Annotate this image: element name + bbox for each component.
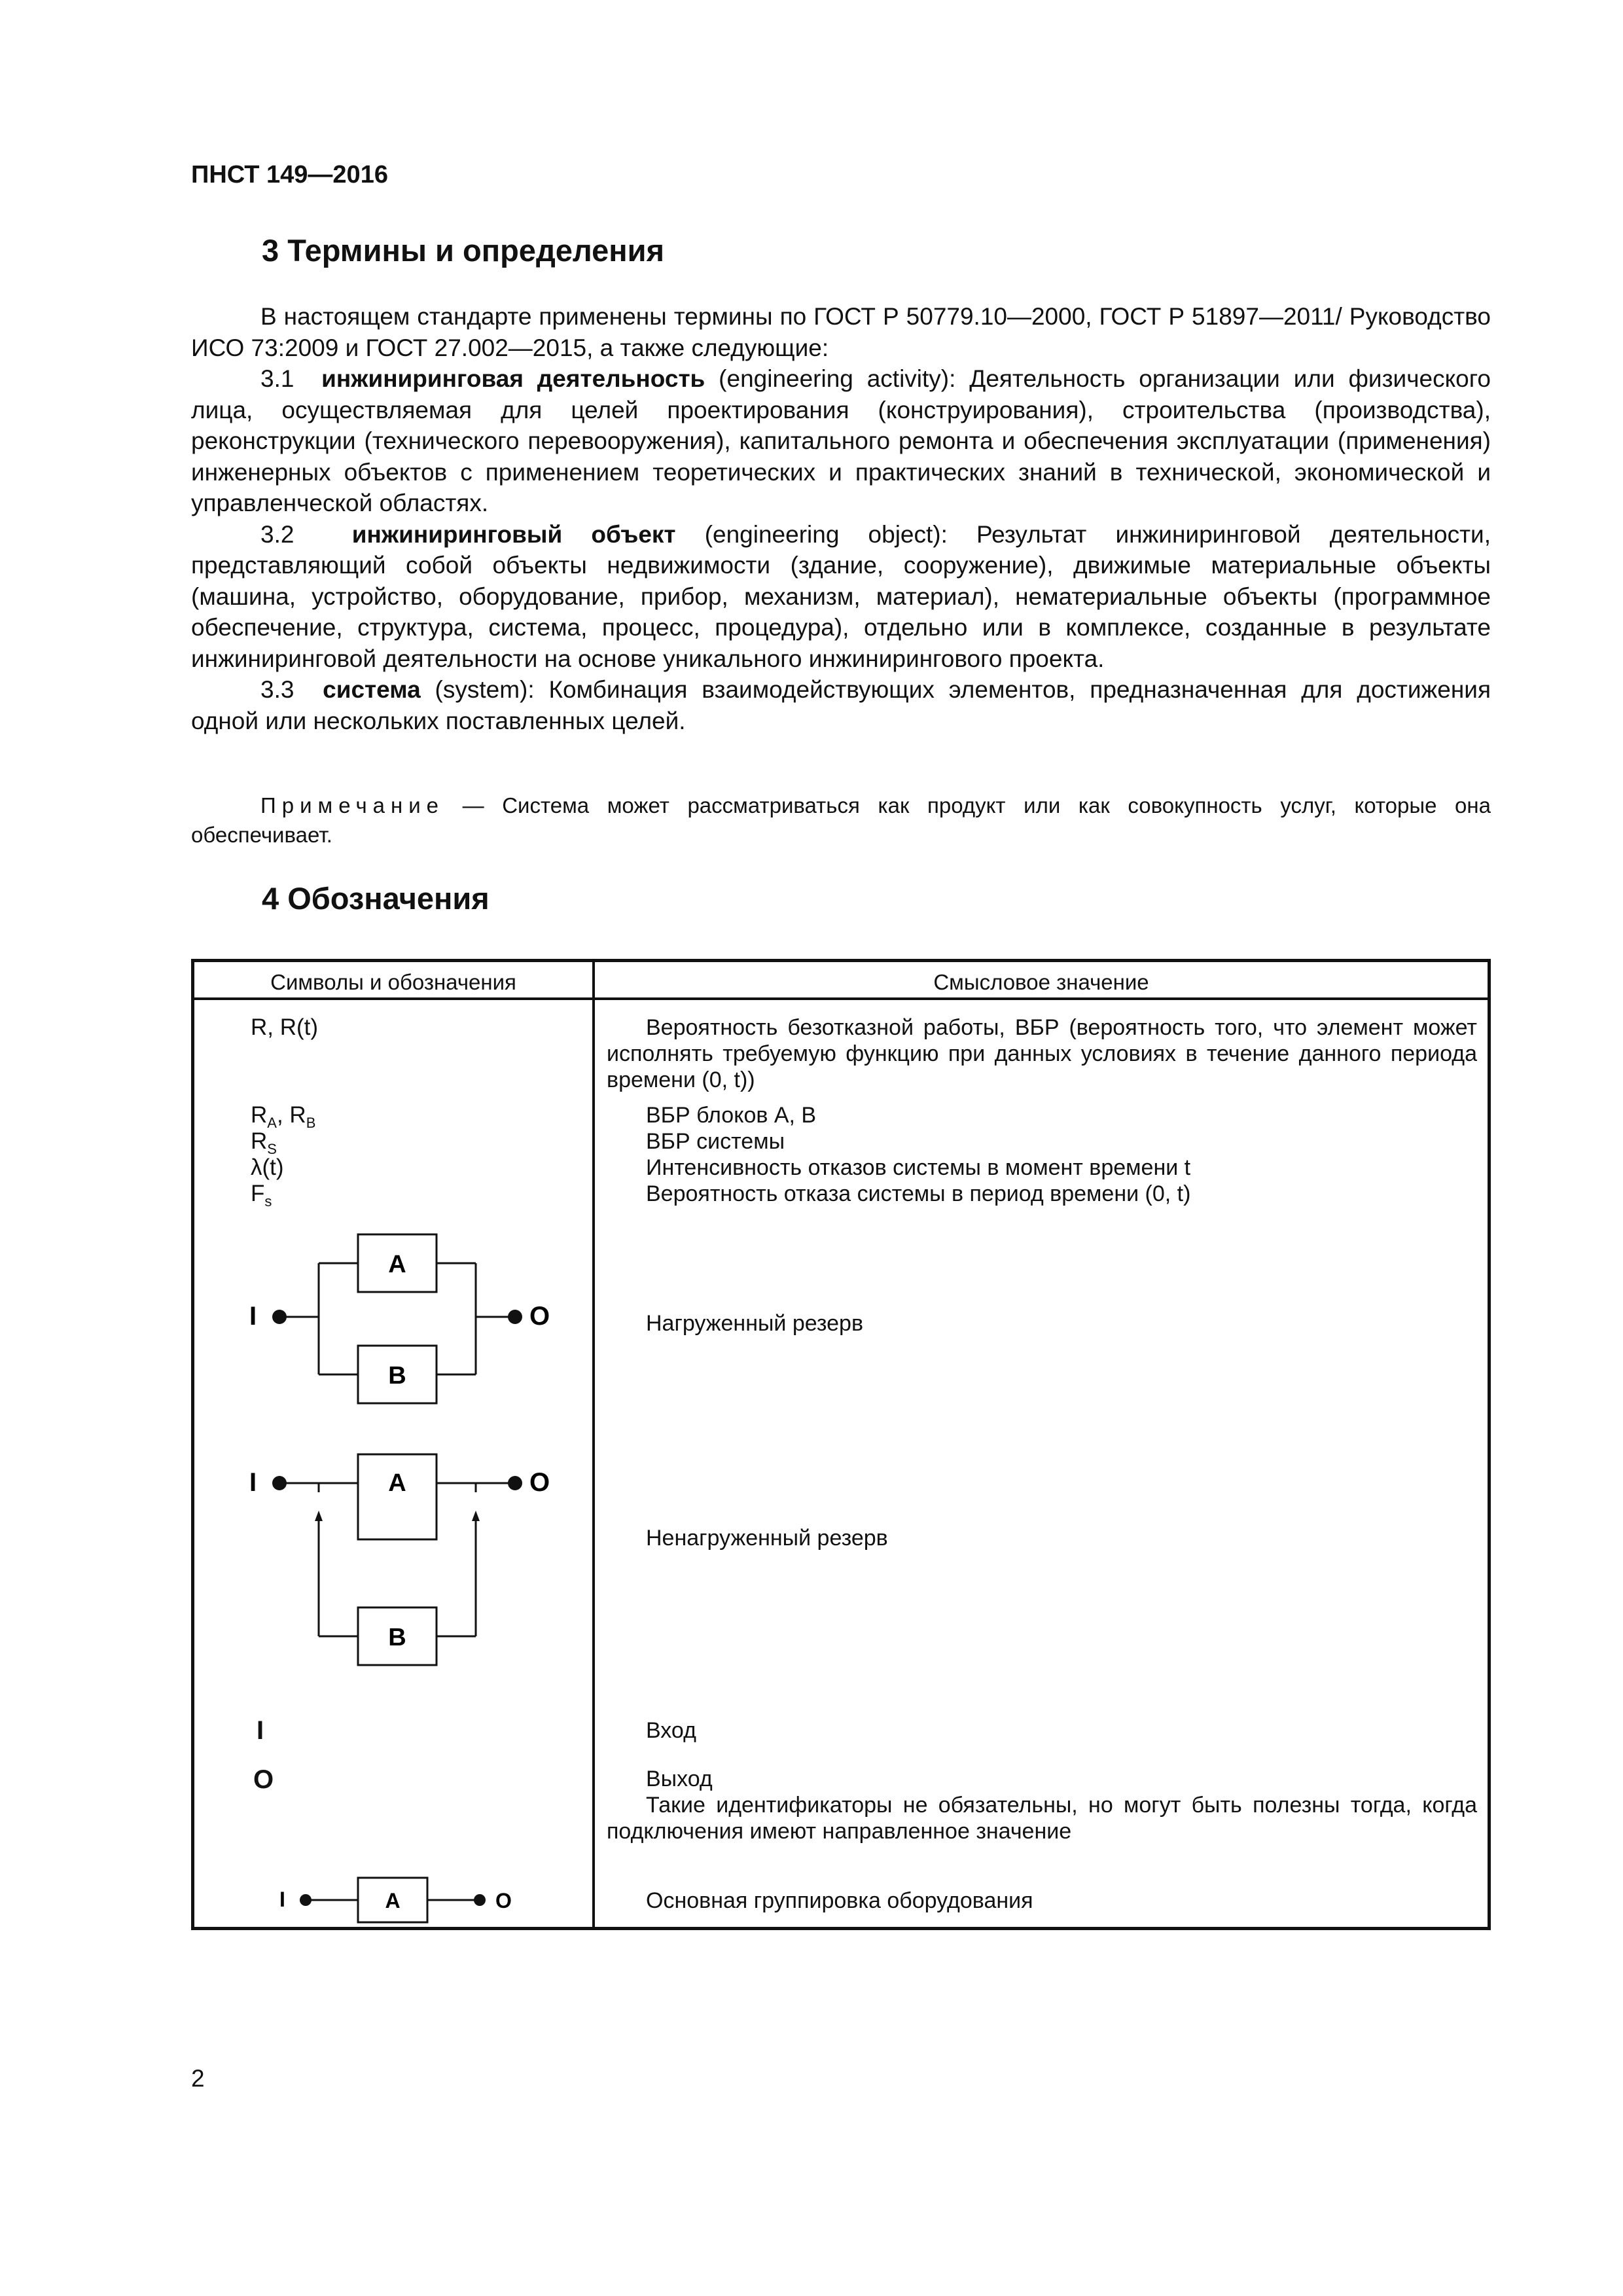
basic-grouping-diagram: [194, 1875, 587, 1928]
block-a-label: A: [385, 1889, 401, 1912]
symbol-rs: $R_S$: [251, 1128, 277, 1157]
diagram-input-label: I: [249, 1468, 257, 1497]
designations-table: [191, 959, 1491, 1930]
column-header-symbols: Символы и обозначения: [270, 970, 516, 994]
output-node: [474, 1894, 486, 1906]
diagram-output-label: O: [529, 1468, 550, 1497]
symbol-lambda: λ(t): [251, 1155, 284, 1180]
meaning-unloaded-reserve: Ненагруженный резерв: [646, 1526, 888, 1551]
symbol-ra-rb: $R_A$, $R_B$: [251, 1102, 316, 1131]
output-node: [508, 1476, 522, 1490]
diagram-output-label: O: [529, 1302, 550, 1331]
term-3-1: 3.1 инжиниринговая деятельность (engineering activity): Деятельность организации или физического лица, осуществляемая для целей проектирования (конструирования), строительства (производства), реконструкции (технического перевооружения), капитального ремонта и обеспечения эксплуатации (применения) инженерных объектов с применением теоретических и практических знаний в технической, экономической и управленческой областях.: [191, 365, 1491, 516]
loaded-reserve-diagram: [194, 1204, 587, 1453]
column-divider: [592, 962, 595, 1927]
meaning-output: Выход Такие идентификаторы не обязательны, но могут быть полезны тогда, когда подключения имеют направленное значение: [607, 1767, 1477, 1844]
note-label: Примечание: [260, 793, 445, 817]
diagram-input-label: I: [279, 1888, 285, 1911]
unloaded-reserve-diagram: [194, 1446, 587, 1702]
section-3-body: [191, 301, 1491, 736]
meaning-fs: Вероятность отказа системы в период времени (0, t): [646, 1181, 1191, 1206]
output-node: [508, 1310, 522, 1324]
meaning-lambda: Интенсивность отказов системы в момент времени t: [646, 1155, 1191, 1180]
meaning-basic-grouping: Основная группировка оборудования: [646, 1888, 1033, 1913]
arrow-up-icon: [472, 1511, 480, 1521]
note: [191, 791, 1491, 850]
block-b-label: B: [388, 1624, 406, 1651]
section-3-title: 3 Термины и определения: [262, 233, 664, 268]
meaning-r: Вероятность безотказной работы, ВБР (вероятность того, что элемент может исполнять требуемую функцию при данных условиях в течение данного периода времени (0, t)): [607, 1015, 1477, 1092]
header-divider: [194, 997, 1488, 1000]
meaning-rs: ВБР системы: [646, 1129, 785, 1154]
document-id: ПНСТ 149—2016: [191, 161, 388, 188]
page-number: 2: [191, 2065, 205, 2092]
block-b-label: B: [388, 1362, 406, 1390]
symbol-fs: $F_s$: [251, 1181, 272, 1210]
output-note: Такие идентификаторы не обязательны, но могут быть полезны тогда, когда подключения имеют направленное значение: [607, 1793, 1477, 1844]
block-a-label: A: [388, 1469, 406, 1497]
arrow-up-icon: [315, 1511, 323, 1521]
symbol-r: R, R(t): [251, 1014, 319, 1040]
block-a-label: A: [388, 1251, 406, 1278]
meaning-input: Вход: [646, 1718, 696, 1743]
term-3-2: 3.2 инжиниринговый объект (engineering object): Результат инжиниринговой деятельности, представляющий собой объекты недвижимости (здание, сооружение), движимые материальные объекты (машина, устройство, оборудование, прибор, механизм, материал), нематериальные объекты (программное обеспечение, структура, система, процесс, процедура), отдельно или в комплексе, созданные в результате инжиниринговой деятельности на основе уникального инжинирингового проекта.: [191, 520, 1491, 672]
term-3-3: 3.3 система (system): Комбинация взаимодействующих элементов, предназначенная для достижения одной или нескольких поставленных целей.: [191, 676, 1491, 734]
symbol-input: I: [257, 1716, 264, 1745]
diagram-output-label: O: [495, 1889, 512, 1912]
block-a: [358, 1454, 437, 1539]
meaning-ra-rb: ВБР блоков А, В: [646, 1103, 817, 1128]
diagram-input-label: I: [249, 1302, 257, 1331]
column-header-meaning: Смысловое значение: [933, 970, 1149, 994]
section-4-title: 4 Обозначения: [262, 881, 490, 916]
note-text: — Система может рассматриваться как продукт или как совокупность услуг, которые она обеспечивает.: [191, 793, 1491, 847]
section-3-intro: В настоящем стандарте применены термины по ГОСТ Р 50779.10—2000, ГОСТ Р 51897—2011/ Руководство ИСО 73:2009 и ГОСТ 27.002—2015, а также следующие:: [191, 303, 1491, 361]
symbol-output: O: [253, 1765, 274, 1794]
meaning-loaded-reserve: Нагруженный резерв: [646, 1311, 864, 1336]
